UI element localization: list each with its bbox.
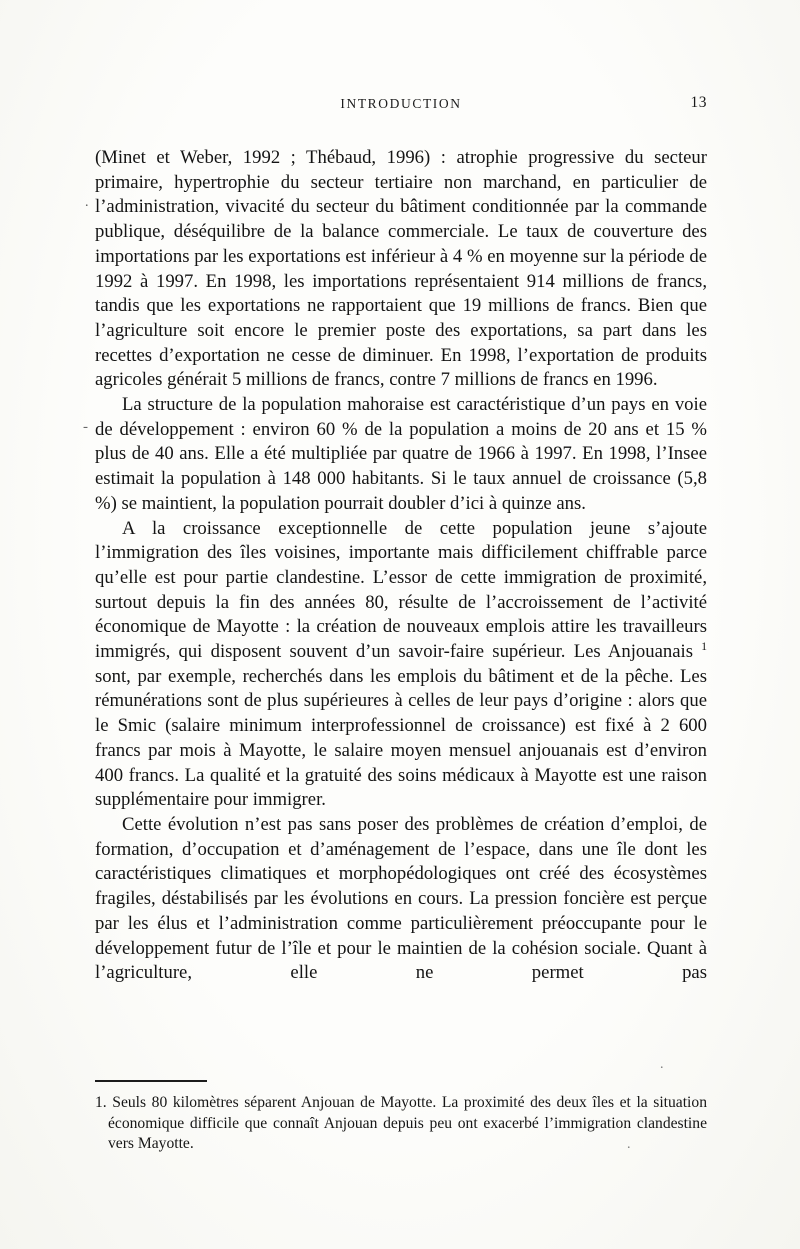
footnote-marker: 1. [95, 1094, 107, 1111]
paragraph-text: A la croissance exceptionnelle de cette population jeune s’ajoute l’immigration des îles voisines, importante mais difficilement chiffrable parce qu’elle est pour partie clandestine. L’essor de cette immigration de proximité, surtout depuis la fin des années 80, résulte de l’accroissement de l’activité économique de Mayotte : la création de nouveaux emplois attire les travailleurs immigrés, qui disposent souvent d’un savoir-faire supérieur. Les Anjouanais [95, 517, 707, 663]
scan-artifact: . [660, 1057, 664, 1072]
body-text [95, 146, 707, 986]
footnote-separator [95, 1080, 207, 1082]
scan-artifact: . [627, 1137, 631, 1152]
footnote [95, 1093, 707, 1155]
paragraph: Cette évolution n’est pas sans poser des problèmes de création d’emploi, de formation, d’occupation et d’aménagement de l’espace, dans une île dont les caractéristiques climatiques et morphopédologiques ont créé des écosystèmes fragiles, déstabilisés par les évolutions en cours. La pression foncière est perçue par les élus et l’administration comme particulièrement préoccupante pour le développement futur de l’île et pour le maintien de la cohésion sociale. Quant à l’agriculture, elle ne permet pas [95, 813, 707, 984]
footnote-text: Seuls 80 kilomètres séparent Anjouan de Mayotte. La proximité des deux îles et la situation économique difficile que connaît Anjouan depuis peu ont exacerbé l’immigration clandestine vers Mayotte. [106, 1094, 707, 1153]
scan-artifact: . [85, 195, 89, 210]
paragraph: (Minet et Weber, 1992 ; Thébaud, 1996) : atrophie progressive du secteur primaire, hypertrophie du secteur tertiaire non marchand, en particulier de l’administration, vivacité du secteur du bâtiment conditionnée par la commande publique, déséquilibre de la balance commerciale. Le taux de couverture des importations par les exportations est inférieur à 4 % en moyenne sur la période de 1992 à 1997. En 1998, les importations représentaient 914 millions de francs, tandis que les exportations ne rapportaient que 19 millions de francs. Bien que l’agriculture soit encore le premier poste des exportations, sa part dans les recettes d’exportation ne cesse de diminuer. En 1998, l’exportation de produits agricoles générait 5 millions de francs, contre 7 millions de francs en 1996. [95, 147, 707, 391]
paragraph-text: sont, par exemple, recherchés dans les emplois du bâtiment et de la pêche. Les rémunérations sont de plus supérieures à celles de leur pays d’origine : alors que le Smic (salaire minimum interprofessionnel de croissance) est fixé à 2 600 francs par mois à Mayotte, le salaire moyen mensuel anjouanais est d’environ 400 francs. La qualité et la gratuité des soins médicaux à Mayotte est une raison supplémentaire pour immigrer. [95, 665, 707, 811]
chapter-title: INTRODUCTION [340, 96, 462, 111]
footnote-reference: 1 [701, 640, 707, 653]
scan-artifact: - [83, 419, 88, 435]
paragraph: La structure de la population mahoraise est caractéristique d’un pays en voie de développement : environ 60 % de la population a moins de 20 ans et 15 % plus de 40 ans. Elle a été multipliée par quatre de 1966 à 1997. En 1998, l’Insee estimait la population à 148 000 habitants. Si le taux annuel de croissance (5,8 %) se maintient, la population pourrait doubler d’ici à quinze ans. [95, 394, 707, 514]
running-head [95, 96, 707, 116]
paragraph [95, 517, 707, 813]
page-number: 13 [690, 94, 707, 111]
footnote-area [95, 1080, 707, 1155]
